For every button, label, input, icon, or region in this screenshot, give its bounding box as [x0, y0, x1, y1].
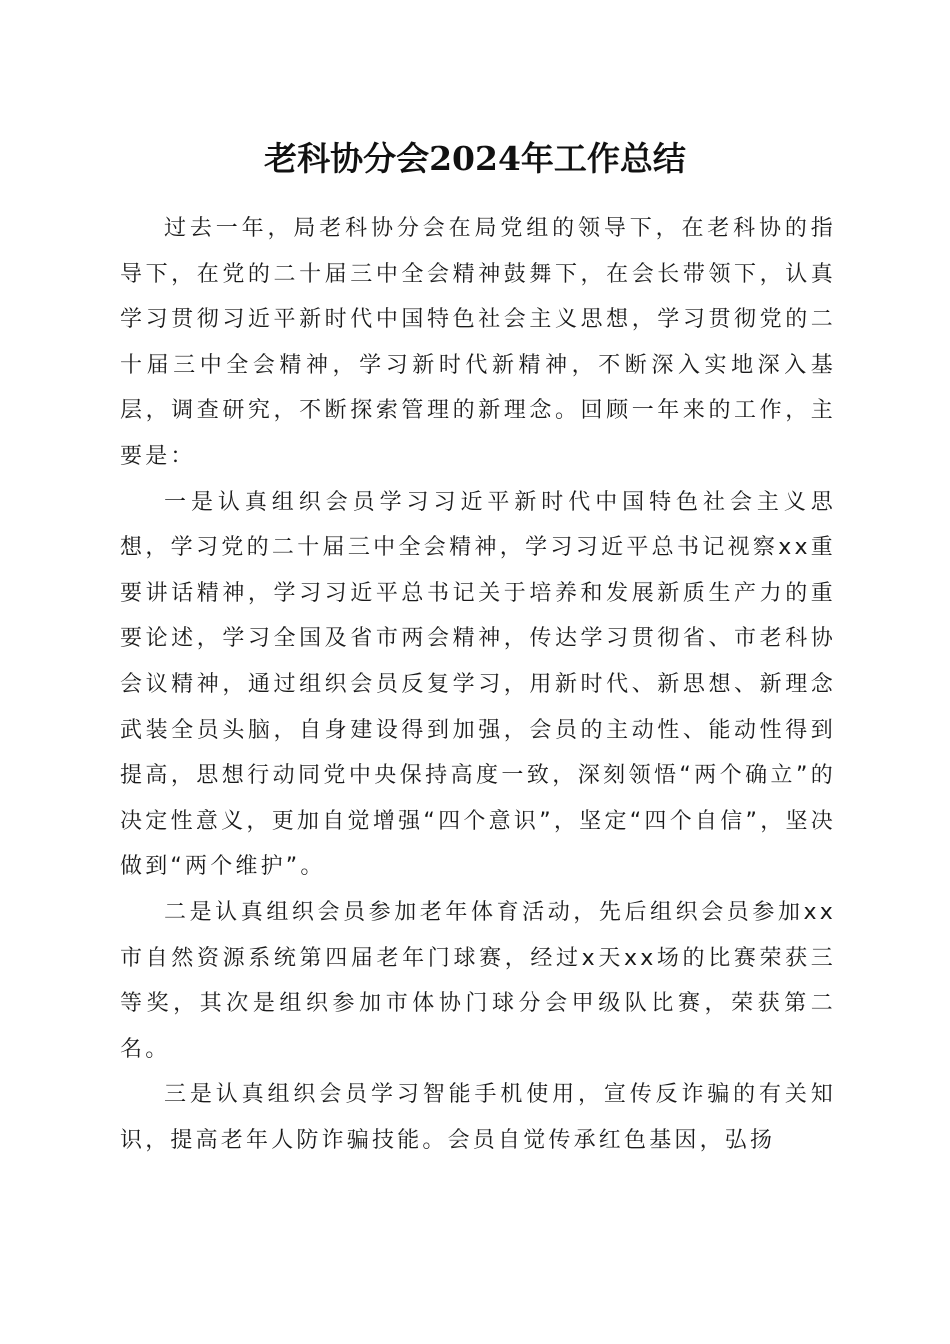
paragraph-item-two: 二是认真组织会员参加老年体育活动，先后组织会员参加xx市自然资源系统第四届老年门球赛，经过x天xx场的比赛荣获三等奖，其次是组织参加市体协门球分会甲级队比赛，荣获第二名。 [120, 899, 836, 1062]
document-body [120, 206, 836, 1163]
document-title: 老科协分会2024年工作总结 [264, 139, 686, 178]
paragraph-intro: 过去一年，局老科协分会在局党组的领导下，在老科协的指导下，在党的二十届三中全会精神鼓舞下，在会长带领下，认真学习贯彻习近平新时代中国特色社会主义思想，学习贯彻党的二十届三中全会精神，学习新时代新精神，不断深入实地深入基层，调查研究，不断探索管理的新理念。回顾一年来的工作，主要是： [120, 216, 836, 469]
paragraph-item-three: 三是认真组织会员学习智能手机使用，宣传反诈骗的有关知识，提高老年人防诈骗技能。会员自觉传承红色基因，弘扬 [120, 1082, 836, 1153]
paragraph-item-one: 一是认真组织会员学习习近平新时代中国特色社会主义思想，学习党的二十届三中全会精神，学习习近平总书记视察xx重要讲话精神，学习习近平总书记关于培养和发展新质生产力的重要论述，学习全国及省市两会精神，传达学习贯彻省、市老科协会议精神，通过组织会员反复学习，用新时代、新思想、新理念武装全员头脑，自身建设得到加强，会员的主动性、能动性得到提高，思想行动同党中央保持高度一致，深刻领悟“两个确立”的决定性意义，更加自觉增强“四个意识”，坚定“四个自信”，坚决做到“两个维护”。 [120, 489, 836, 880]
